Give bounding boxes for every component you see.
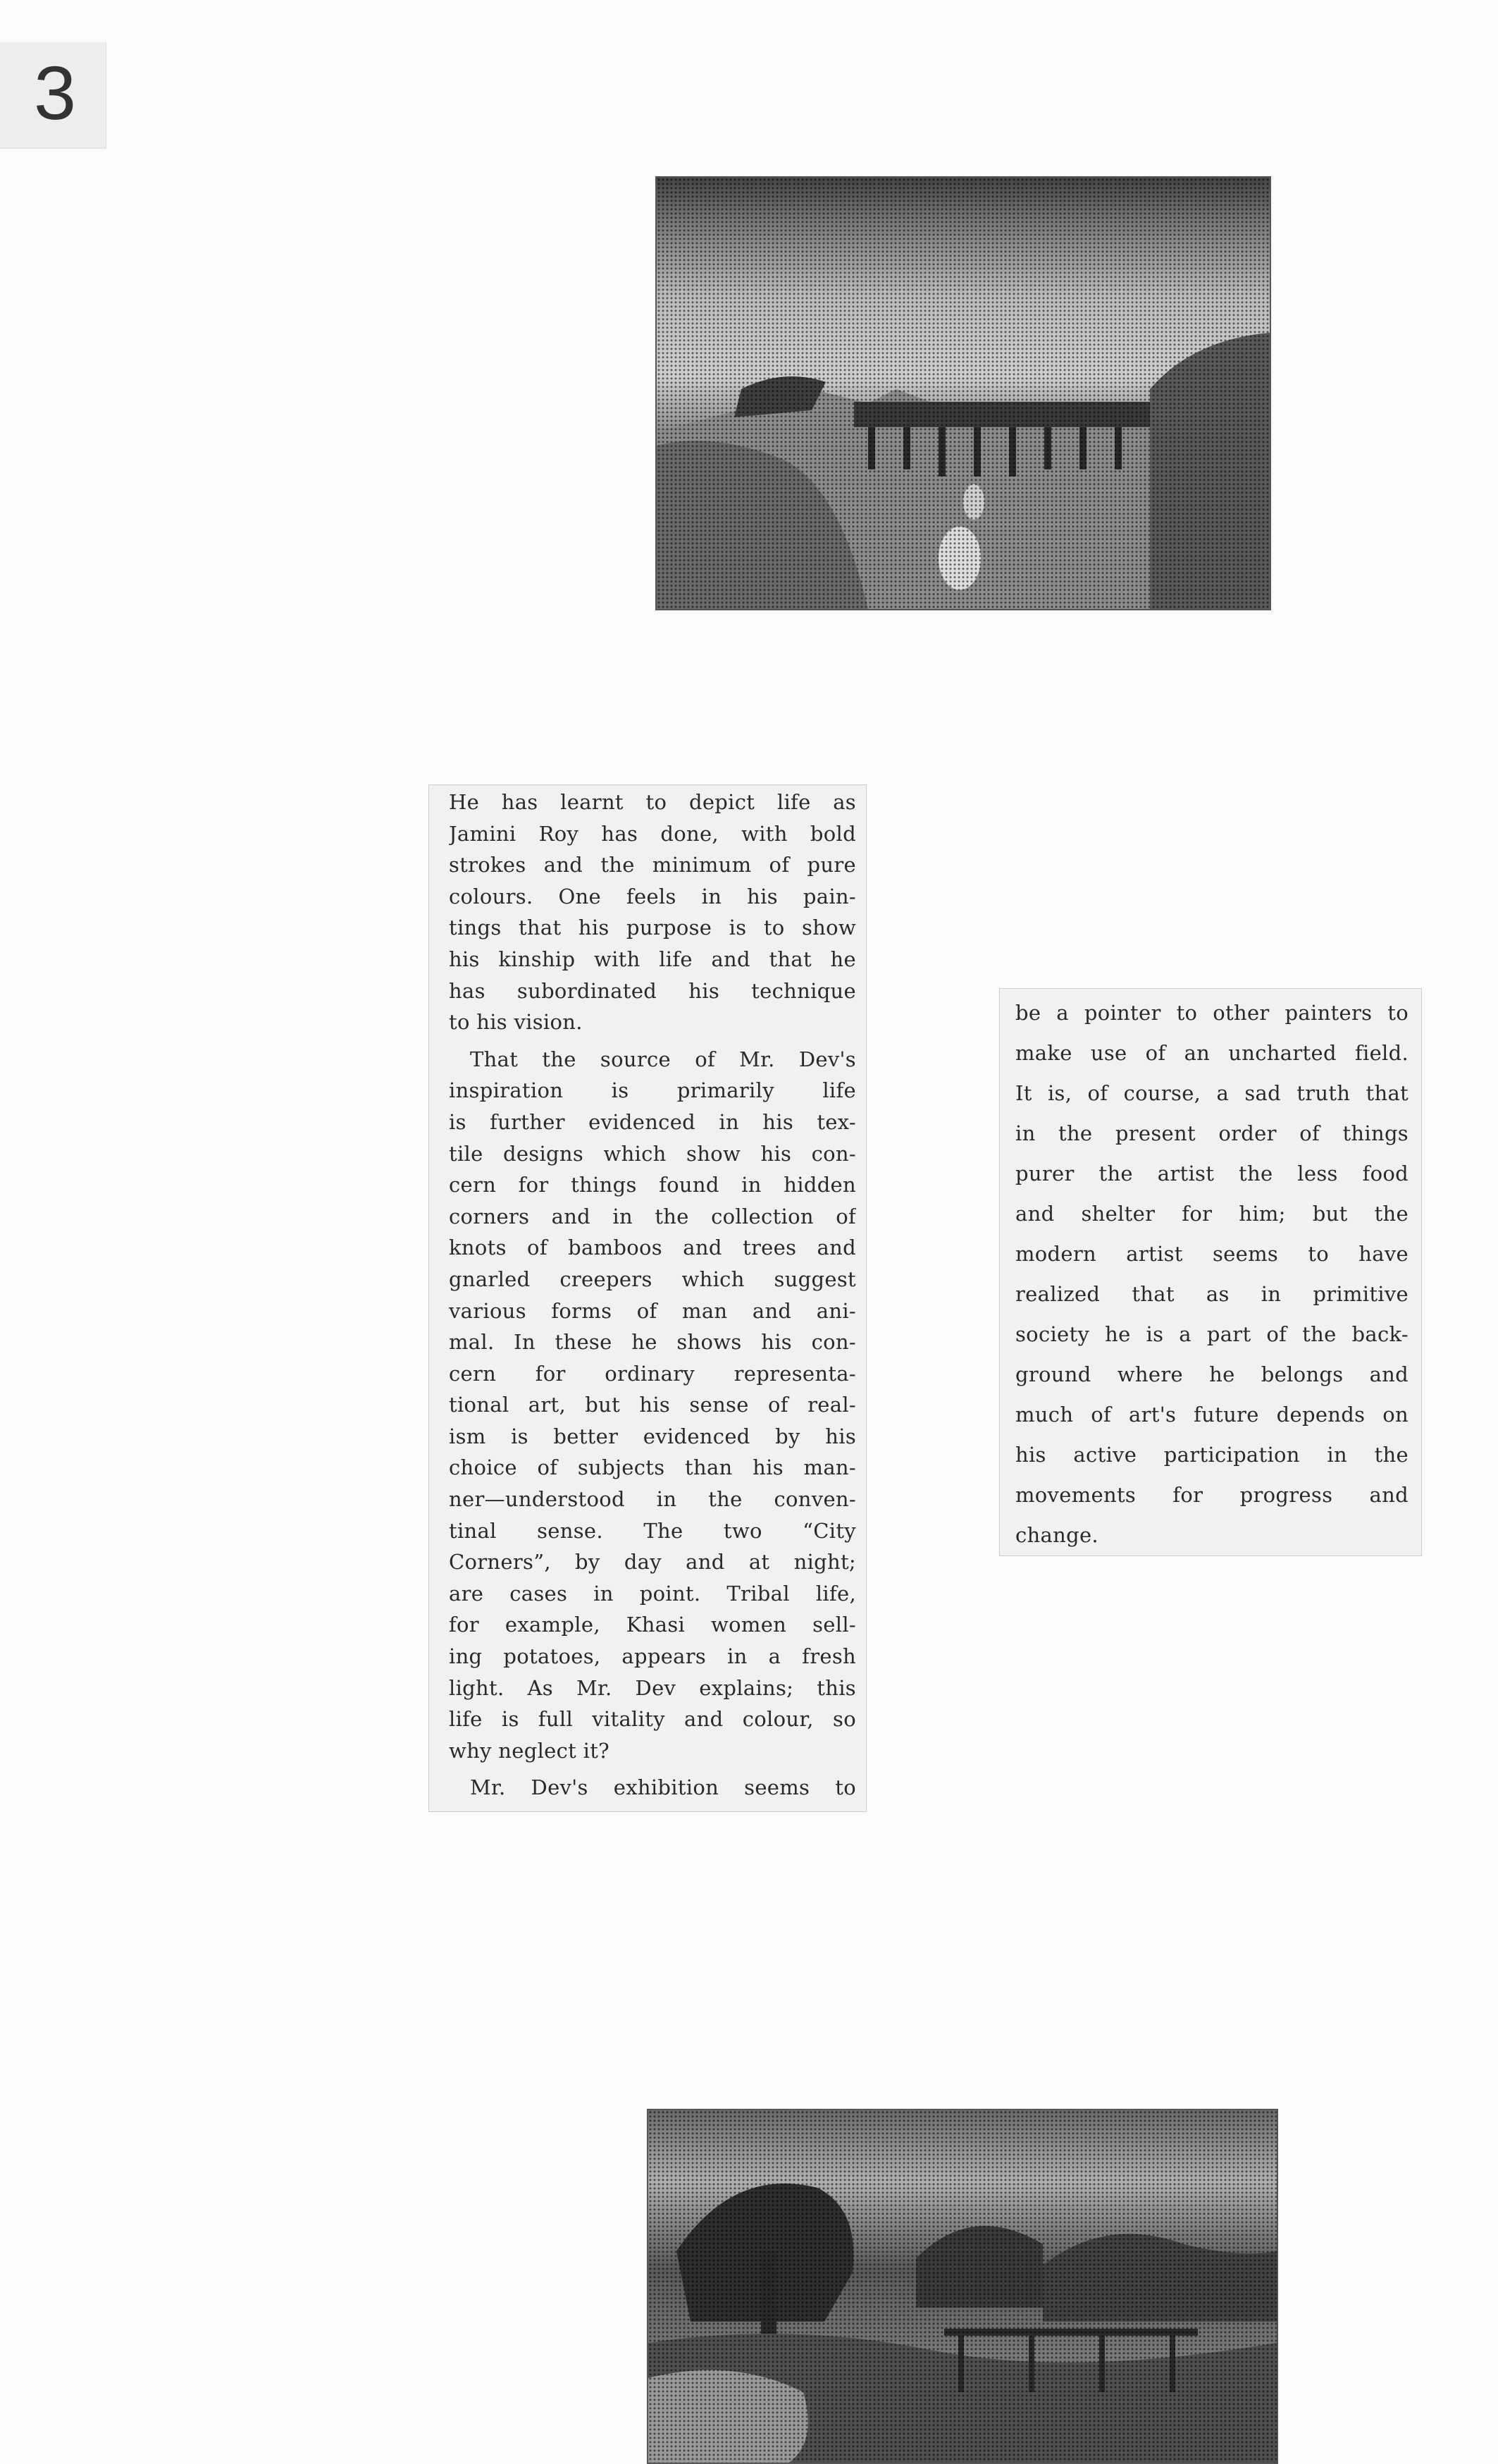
article-line: change. bbox=[1015, 1523, 1098, 1547]
article-line: cern for ordinary representa- bbox=[449, 1361, 856, 1386]
article-line: inspiration is primarily life bbox=[449, 1078, 856, 1103]
article-line: make use of an uncharted field. bbox=[1015, 1041, 1409, 1065]
article-line: much of art's future depends on bbox=[1015, 1403, 1409, 1427]
article-line: in the present order of things bbox=[1015, 1121, 1409, 1145]
article-line: colours. One feels in his pain- bbox=[449, 884, 856, 908]
landscape-photo-icon bbox=[648, 2110, 1277, 2463]
article-line: light. As Mr. Dev explains; this bbox=[449, 1675, 856, 1700]
article-line: are cases in point. Tribal life, bbox=[449, 1581, 856, 1606]
article-line: why neglect it? bbox=[449, 1738, 610, 1763]
article-line: tional art, but his sense of real- bbox=[449, 1393, 856, 1417]
article-line: That the source of Mr. Dev's bbox=[470, 1047, 856, 1071]
article-line: his active participation in the bbox=[1015, 1443, 1409, 1467]
article-line: It is, of course, a sad truth that bbox=[1015, 1081, 1409, 1105]
article-line: cern for things found in hidden bbox=[449, 1173, 856, 1197]
article-line: and shelter for him; but the bbox=[1015, 1202, 1409, 1226]
article-line: ground where he belongs and bbox=[1015, 1362, 1409, 1386]
article-line: ing potatoes, appears in a fresh bbox=[449, 1644, 856, 1669]
article-line: corners and in the collection of bbox=[449, 1204, 856, 1228]
article-line: be a pointer to other painters to bbox=[1015, 1001, 1409, 1025]
article-line: various forms of man and ani- bbox=[449, 1298, 856, 1323]
article-clipping-left bbox=[428, 784, 867, 1812]
article-line: is further evidenced in his tex- bbox=[449, 1109, 856, 1134]
article-line: modern artist seems to have bbox=[1015, 1242, 1409, 1266]
article-line: has subordinated his technique bbox=[449, 978, 856, 1003]
article-line: Mr. Dev's exhibition seems to bbox=[470, 1775, 856, 1800]
article-line: gnarled creepers which suggest bbox=[449, 1267, 856, 1291]
article-line: tile designs which show his con- bbox=[449, 1141, 856, 1166]
article-line: strokes and the minimum of pure bbox=[449, 853, 856, 877]
article-line: movements for progress and bbox=[1015, 1483, 1409, 1507]
article-line: purer the artist the less food bbox=[1015, 1162, 1409, 1185]
article-line: to his vision. bbox=[449, 1010, 583, 1035]
article-line: life is full vitality and colour, so bbox=[449, 1707, 856, 1732]
article-line: his kinship with life and that he bbox=[449, 947, 856, 971]
article-line: ner—understood in the conven- bbox=[449, 1487, 856, 1512]
article-line: mal. In these he shows his con- bbox=[449, 1330, 856, 1355]
article-line: tings that his purpose is to show bbox=[449, 916, 856, 940]
article-line: He has learnt to depict life as bbox=[449, 790, 856, 814]
article-line: tinal sense. The two “City bbox=[449, 1518, 856, 1543]
page-number: 3 bbox=[34, 50, 77, 135]
article-line: knots of bamboos and trees and bbox=[449, 1236, 856, 1260]
article-line: for example, Khasi women sell- bbox=[449, 1613, 856, 1637]
bridge-photo-icon bbox=[657, 178, 1270, 609]
article-line: Corners”, by day and at night; bbox=[449, 1550, 856, 1575]
article-line: Jamini Roy has done, with bold bbox=[449, 821, 856, 846]
article-line: society he is a part of the back- bbox=[1015, 1322, 1409, 1346]
article-line: realized that as in primitive bbox=[1015, 1282, 1409, 1306]
article-line: ism is better evidenced by his bbox=[449, 1424, 856, 1448]
article-line: choice of subjects than his man- bbox=[449, 1455, 856, 1480]
landscape-photo-clipping bbox=[647, 2109, 1278, 2464]
bridge-photo-clipping bbox=[655, 176, 1271, 610]
article-clipping-right bbox=[999, 988, 1422, 1556]
